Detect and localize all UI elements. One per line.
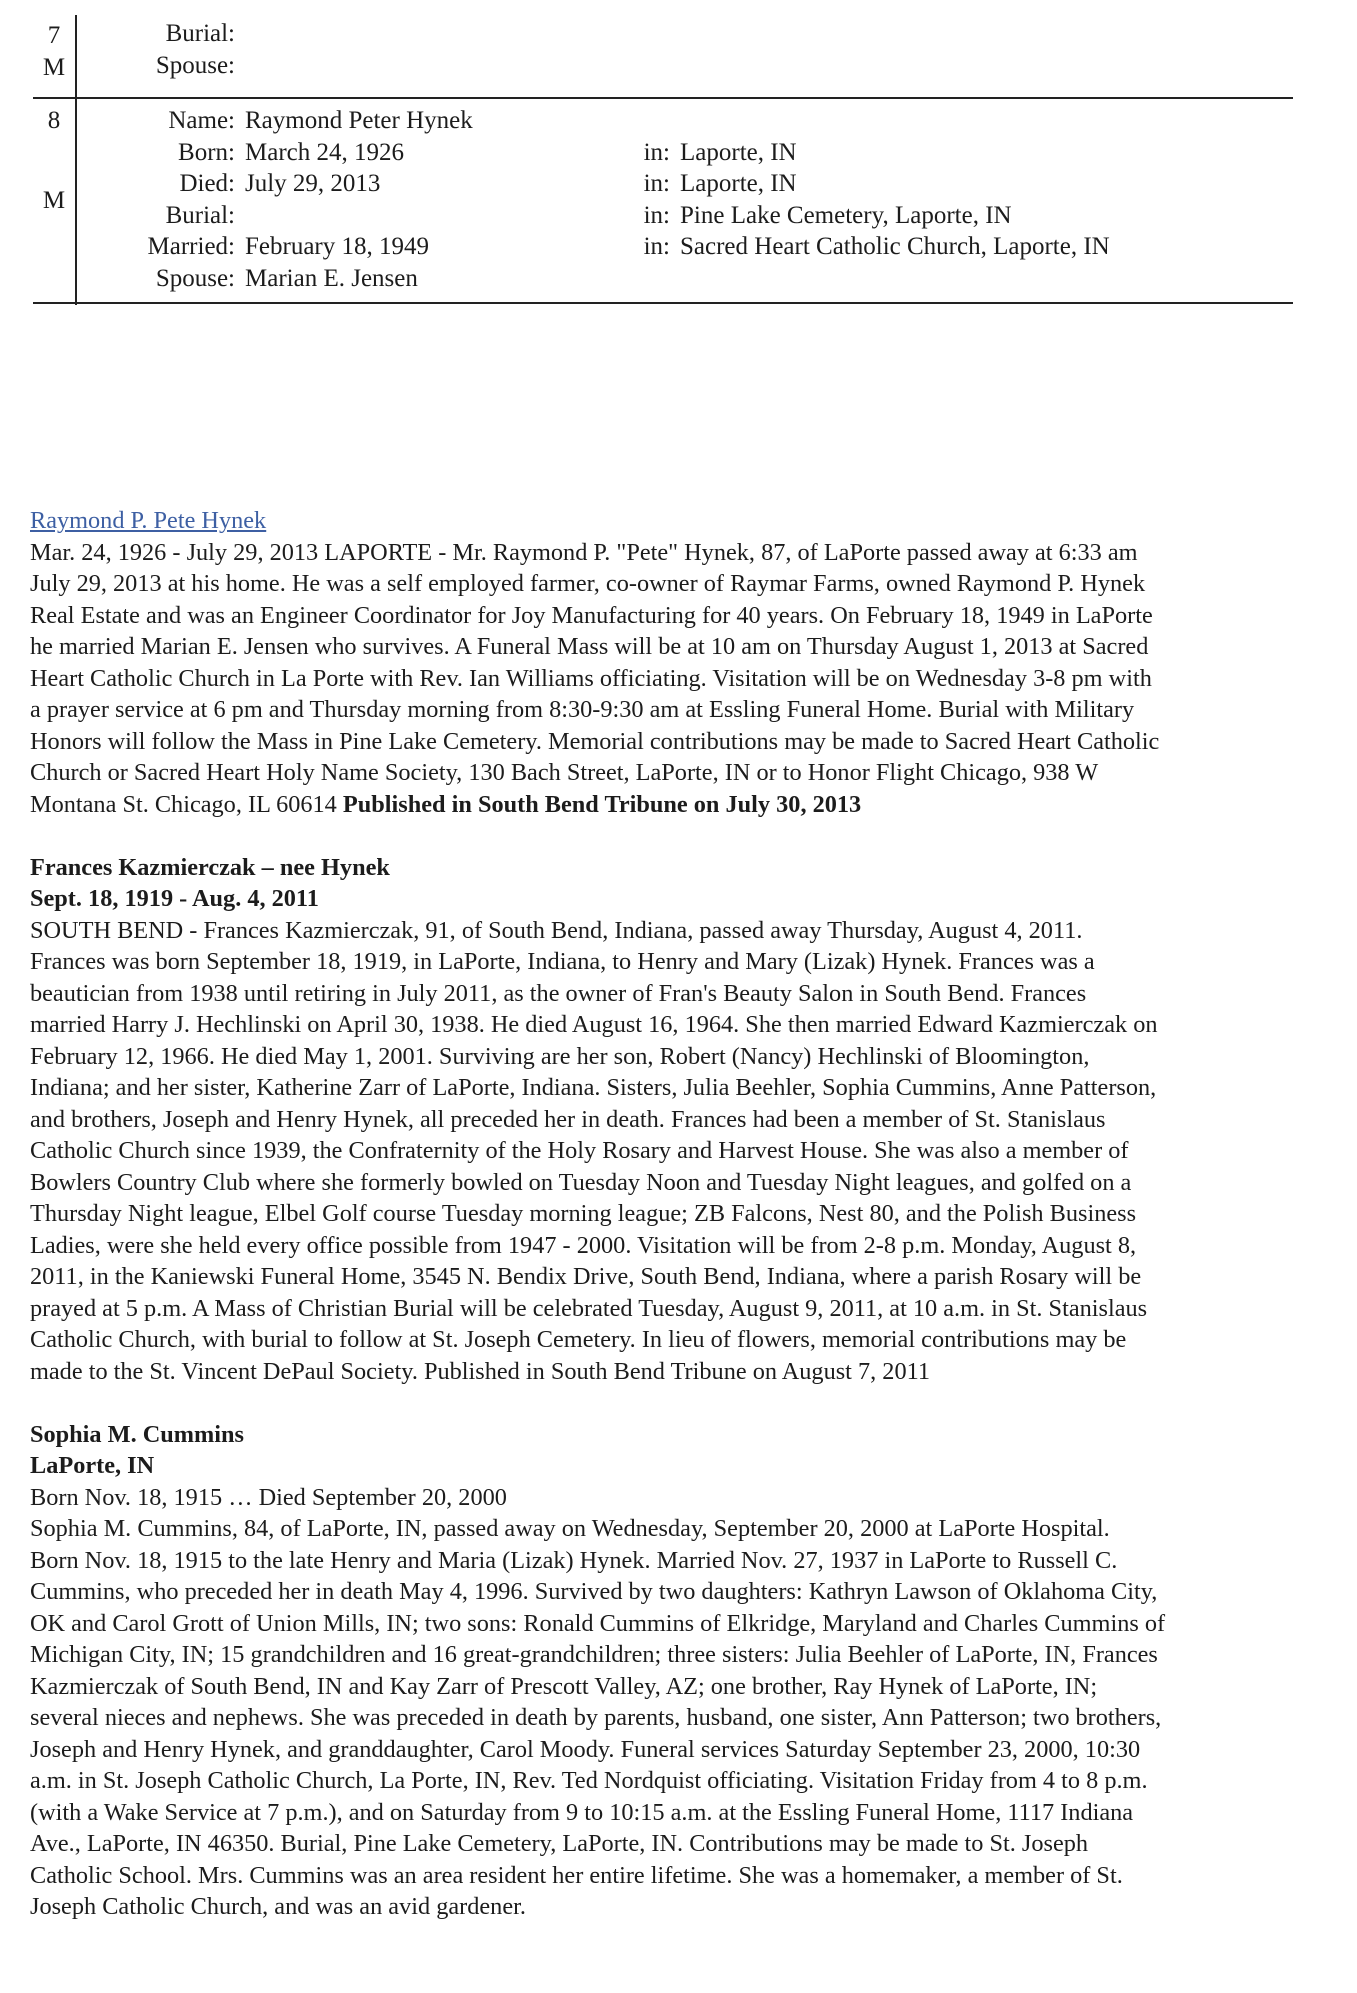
obituary-frances-kazmierczak [30,852,1330,1388]
obituary-line: Heart Catholic Church in La Porte with Rev. Ian Williams officiating. Visitation will be on Wednesday 3-8 pm with [30,664,1152,692]
obituary-line: Honors will follow the Mass in Pine Lake Cemetery. Memorial contributions may be made to Sacred Heart Catholic [30,727,1160,755]
married-date: February 18, 1949 [245,233,429,260]
obituary-dates: Sept. 18, 1919 - Aug. 4, 2011 [30,885,319,912]
died-in-label: in: [643,170,670,197]
obituary-line: Ladies, were she held every office possible from 1947 - 2000. Visitation will be from 2-8 p.m. Monday, August 8, [30,1231,1137,1259]
record-divider [33,97,1293,99]
obituary-line: a.m. in St. Joseph Catholic Church, La Porte, IN, Rev. Ted Nordquist officiating. Visitation Friday from 4 to 8 p.m. [30,1767,1148,1794]
obituary-line: Cummins, who preceded her in death May 4, 1996. Survived by two daughters: Kathryn Lawson of Oklahoma City, [30,1578,1158,1605]
record-divider [33,302,1293,304]
born-in-label: in: [643,138,670,166]
married-label: Married: [147,233,235,260]
obituary-line: Frances was born September 18, 1919, in LaPorte, Indiana, to Henry and Mary (Lizak) Hynek. Frances was a [30,948,1095,975]
table-vertical-rule [75,15,77,305]
obituary-line: made to the St. Vincent DePaul Society. Published in South Bend Tribune on August 7, 2011 [30,1357,930,1385]
died-place: Laporte, IN [680,170,797,197]
obituary-line: Catholic Church since 1939, the Confraternity of the Holy Rosary and Harvest House. She was also a member of [30,1137,1129,1164]
record-7-burial-label: Burial: [165,20,235,47]
obituary-line: he married Marian E. Jensen who survives. A Funeral Mass will be at 10 am on Thursday August 1, 2013 at Sacred [30,633,1149,660]
obituary-line: Joseph Catholic Church, and was an avid gardener. [30,1893,526,1920]
obituary-body [30,537,1330,821]
name-label: Name: [168,107,235,134]
obituary-line: Bowlers Country Club where she formerly bowled on Tuesday Noon and Tuesday Night leagues, and golfed on a [30,1168,1132,1196]
died-label: Died: [179,170,235,197]
publication-note: Published in South Bend Tribune on July 30, 2013 [342,790,862,818]
obituary-line: Kazmierczak of South Bend, IN and Kay Zarr of Prescott Valley, AZ; one brother, Ray Hynek of LaPorte, IN; [30,1672,1098,1700]
record-8-number: 8 [47,107,61,134]
married-in-label: in: [643,233,670,260]
spouse-name: Marian E. Jensen [245,264,418,292]
obituary-line: prayed at 5 p.m. A Mass of Christian Burial will be celebrated Tuesday, August 9, 2011, at 10 a.m. in St. Stanislaus [30,1294,1148,1322]
obituary-line: 2011, in the Kaniewski Funeral Home, 3545 N. Bendix Drive, South Bend, Indiana, where a parish Rosary will be [30,1263,1142,1290]
burial-place: Pine Lake Cemetery, Laporte, IN [680,201,1012,229]
record-7-spouse-label: Spouse: [155,52,235,79]
obituary-line: July 29, 2013 at his home. He was a self employed farmer, co-owner of Raymar Farms, owned Raymond P. Hynek [30,570,1146,597]
obituary-line: Joseph and Henry Hynek, and granddaughter, Carol Moody. Funeral services Saturday September 23, 2000, 10:30 [30,1735,1141,1763]
obituary-last-line [30,789,1330,821]
obituary-line: beautician from 1938 until retiring in July 2011, as the owner of Fran's Beauty Salon in South Bend. Frances [30,979,1087,1007]
obituary-line: Born Nov. 18, 1915 to the late Henry and Maria (Lizak) Hynek. Married Nov. 27, 1937 in LaPorte to Russell C. [30,1546,1118,1574]
obituary-heading: Sophia M. Cummins [30,1420,244,1448]
born-date: March 24, 1926 [245,138,404,166]
obituary-line: Thursday Night league, Elbel Golf course Tuesday morning league; ZB Falcons, Nest 80, and the Polish Business [30,1200,1137,1227]
born-label: Born: [178,138,235,166]
obituary-body [30,915,1330,1388]
obituary-body [30,1513,1330,1923]
person-name: Raymond Peter Hynek [245,107,473,134]
obituary-sophia-cummins [30,1419,1330,1923]
married-place: Sacred Heart Catholic Church, Laporte, IN [680,233,1110,260]
born-place: Laporte, IN [680,138,797,166]
spouse-label: Spouse: [155,264,235,292]
obituary-line: married Harry J. Hechlinski on April 30, 1938. He died August 16, 1964. She then married Edward Kazmierczak on [30,1011,1158,1038]
record-8-sex: M [42,187,66,214]
obituary-line: a prayer service at 6 pm and Thursday morning from 8:30-9:30 am at Essling Funeral Home. Burial with Military [30,696,1135,723]
record-7-number: 7 [47,22,61,49]
obituary-line: SOUTH BEND - Frances Kazmierczak, 91, of South Bend, Indiana, passed away Thursday, August 4, 2011. [30,916,1083,944]
record-7-sex: M [42,54,66,81]
obituary-line: and brothers, Joseph and Henry Hynek, all preceded her in death. Frances had been a member of St. Stanislaus [30,1105,1106,1133]
obituary-line: Real Estate and was an Engineer Coordinator for Joy Manufacturing for 40 years. On February 18, 1949 in LaPorte [30,601,1153,629]
burial-in-label: in: [643,201,670,229]
obituary-line: Indiana; and her sister, Katherine Zarr of LaPorte, Indiana. Sisters, Julia Beehler, Sophia Cummins, Anne Patterson, [30,1074,1157,1101]
died-date: July 29, 2013 [245,170,381,197]
obituary-line: Catholic School. Mrs. Cummins was an area resident her entire lifetime. She was a homemaker, a member of St. [30,1861,1123,1889]
burial-label: Burial: [165,201,235,229]
obituary-heading: Frances Kazmierczak – nee Hynek [30,853,390,881]
obituary-line: Church or Sacred Heart Holy Name Society, 130 Bach Street, LaPorte, IN or to Honor Flight Chicago, 938 W [30,759,1099,786]
obituary-location: LaPorte, IN [30,1452,155,1479]
obituary-line: OK and Carol Grott of Union Mills, IN; two sons: Ronald Cummins of Elkridge, Maryland and Charles Cummins of [30,1609,1166,1637]
obituary-line: Sophia M. Cummins, 84, of LaPorte, IN, passed away on Wednesday, September 20, 2000 at LaPorte Hospital. [30,1515,1110,1542]
obituary-line: (with a Wake Service at 7 p.m.), and on Saturday from 9 to 10:15 a.m. at the Essling Funeral Home, 1117 Indiana [30,1798,1134,1826]
obituary-line: February 12, 1966. He died May 1, 2001. Surviving are her son, Robert (Nancy) Hechlinski of Bloomington, [30,1042,1090,1070]
obituary-line-text: Montana St. Chicago, IL 60614 [30,790,337,818]
obituary-line: Ave., LaPorte, IN 46350. Burial, Pine Lake Cemetery, LaPorte, IN. Contributions may be made to St. Joseph [30,1830,1089,1857]
obituaries [30,505,1330,1923]
obituary-line: several nieces and nephews. She was preceded in death by parents, husband, one sister, Ann Patterson; two brothers, [30,1704,1162,1731]
obituary-line: Mar. 24, 1926 - July 29, 2013 LAPORTE - Mr. Raymond P. "Pete" Hynek, 87, of LaPorte passed away at 6:33 am [30,538,1138,566]
obituary-line: Michigan City, IN; 15 grandchildren and 16 great-grandchildren; three sisters: Julia Beehler of LaPorte, IN, Frances [30,1641,1158,1668]
obituary-raymond-hynek [30,505,1330,820]
obituary-line: Catholic Church, with burial to follow at St. Joseph Cemetery. In lieu of flowers, memorial contributions may be [30,1326,1127,1353]
obituary-link[interactable]: Raymond P. Pete Hynek [30,507,267,534]
obituary-dates: Born Nov. 18, 1915 … Died September 20, 2000 [30,1483,507,1511]
